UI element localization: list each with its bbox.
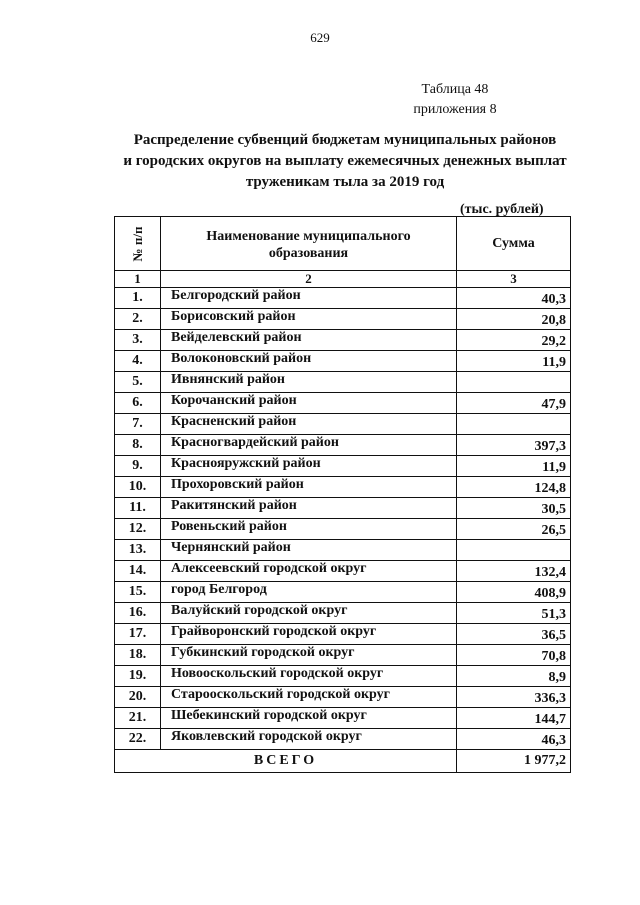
table-row [115, 393, 571, 414]
row-number: 17. [115, 624, 161, 645]
row-name: Ивнянский район [161, 372, 457, 393]
row-sum: 20,8 [457, 309, 571, 330]
row-name: Волоконовский район [161, 351, 457, 372]
subsidy-table [114, 216, 571, 773]
table-row [115, 729, 571, 750]
row-name: Корочанский район [161, 393, 457, 414]
caption-line-1: Таблица 48 [421, 82, 489, 97]
row-number: 7. [115, 414, 161, 435]
row-number: 22. [115, 729, 161, 750]
title-line-3: труженикам тыла за 2019 год [245, 174, 445, 190]
row-number: 18. [115, 645, 161, 666]
table-row [115, 372, 571, 393]
table-row [115, 687, 571, 708]
row-number: 16. [115, 603, 161, 624]
row-sum: 132,4 [457, 561, 571, 582]
row-sum: 144,7 [457, 708, 571, 729]
row-sum: 26,5 [457, 519, 571, 540]
row-name: Красненский район [161, 414, 457, 435]
row-number: 11. [115, 498, 161, 519]
row-number: 3. [115, 330, 161, 351]
table-row [115, 519, 571, 540]
table-caption [380, 80, 530, 120]
row-name: Прохоровский район [161, 477, 457, 498]
header-name-line-1: Наименование муниципального [206, 228, 411, 244]
table-row [115, 708, 571, 729]
row-number: 15. [115, 582, 161, 603]
row-number: 6. [115, 393, 161, 414]
table-row [115, 624, 571, 645]
row-number: 4. [115, 351, 161, 372]
row-name: Белгородский район [161, 288, 457, 309]
row-sum: 70,8 [457, 645, 571, 666]
row-name: Краснояружский район [161, 456, 457, 477]
row-number: 19. [115, 666, 161, 687]
row-sum: 124,8 [457, 477, 571, 498]
table-row [115, 435, 571, 456]
row-sum: 36,5 [457, 624, 571, 645]
header-num-cell [115, 217, 161, 271]
row-number: 14. [115, 561, 161, 582]
row-name: Вейделевский район [161, 330, 457, 351]
row-sum: 51,3 [457, 603, 571, 624]
header-num: № п/п [129, 226, 145, 261]
table-row [115, 540, 571, 561]
row-name: Красногвардейский район [161, 435, 457, 456]
header-name-line-2: образования [268, 245, 349, 261]
units-label: (тыс. рублей) [460, 202, 544, 217]
column-number-row [115, 271, 571, 288]
row-name: Чернянский район [161, 540, 457, 561]
row-sum: 11,9 [457, 351, 571, 372]
table-row [115, 603, 571, 624]
total-row [115, 750, 571, 773]
row-sum: 29,2 [457, 330, 571, 351]
row-sum [457, 414, 571, 435]
row-sum: 40,3 [457, 288, 571, 309]
table-row [115, 477, 571, 498]
row-name: Шебекинский городской округ [161, 708, 457, 729]
table-row [115, 561, 571, 582]
row-sum: 397,3 [457, 435, 571, 456]
row-sum: 47,9 [457, 393, 571, 414]
total-sum: 1 977,2 [457, 750, 571, 773]
header-name-cell [161, 217, 457, 271]
table-row [115, 330, 571, 351]
table-row [115, 582, 571, 603]
table-row [115, 498, 571, 519]
title-line-1: Распределение субвенций бюджетам муниципальных районов [133, 132, 557, 148]
row-name: Старооскольский городской округ [161, 687, 457, 708]
row-name: Валуйский городской округ [161, 603, 457, 624]
column-number: 3 [457, 271, 571, 288]
row-name: Губкинский городской округ [161, 645, 457, 666]
row-number: 21. [115, 708, 161, 729]
total-label: ВСЕГО [115, 750, 457, 773]
row-number: 8. [115, 435, 161, 456]
document-title [100, 130, 590, 193]
row-sum [457, 372, 571, 393]
row-name: Алексеевский городской округ [161, 561, 457, 582]
row-name: Яковлевский городской округ [161, 729, 457, 750]
row-name: Борисовский район [161, 309, 457, 330]
table-row [115, 456, 571, 477]
row-number: 5. [115, 372, 161, 393]
row-number: 20. [115, 687, 161, 708]
table-row [115, 645, 571, 666]
row-sum: 30,5 [457, 498, 571, 519]
page-number: 629 [310, 30, 330, 45]
row-name: город Белгород [161, 582, 457, 603]
row-name: Грайворонский городской округ [161, 624, 457, 645]
row-sum: 408,9 [457, 582, 571, 603]
caption-line-2: приложения 8 [413, 102, 497, 117]
table-row [115, 288, 571, 309]
title-line-2: и городских округов на выплату ежемесячных денежных выплат [123, 153, 567, 169]
table-row [115, 414, 571, 435]
row-number: 2. [115, 309, 161, 330]
row-sum: 11,9 [457, 456, 571, 477]
row-number: 13. [115, 540, 161, 561]
row-number: 12. [115, 519, 161, 540]
row-sum: 336,3 [457, 687, 571, 708]
row-sum [457, 540, 571, 561]
row-number: 9. [115, 456, 161, 477]
table-row [115, 309, 571, 330]
row-name: Ровеньский район [161, 519, 457, 540]
row-number: 10. [115, 477, 161, 498]
row-number: 1. [115, 288, 161, 309]
table-header-row [115, 217, 571, 271]
table-row [115, 666, 571, 687]
column-number: 1 [115, 271, 161, 288]
header-sum: Сумма [457, 217, 571, 271]
row-sum: 46,3 [457, 729, 571, 750]
row-sum: 8,9 [457, 666, 571, 687]
row-name: Ракитянский район [161, 498, 457, 519]
row-name: Новооскольский городской округ [161, 666, 457, 687]
table-row [115, 351, 571, 372]
column-number: 2 [161, 271, 457, 288]
